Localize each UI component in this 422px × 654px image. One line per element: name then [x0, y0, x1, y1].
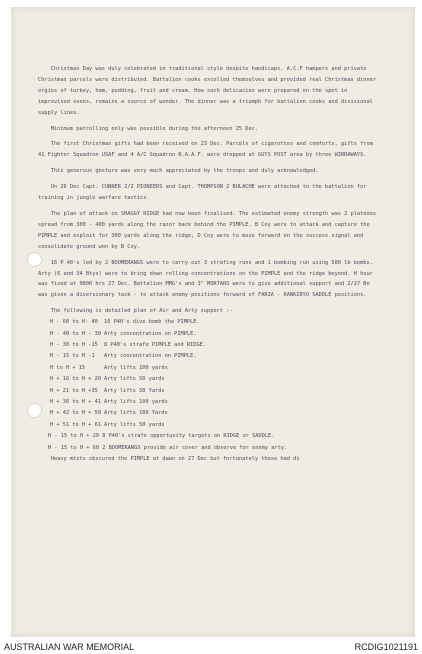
schedule-action: Arty lifts 50 yards — [104, 376, 165, 383]
schedule-time: H + 36 to H + 41 — [50, 398, 102, 405]
schedule-time: H - 40 to H - 30 — [50, 330, 102, 337]
schedule-row — [38, 408, 380, 419]
schedule-action: 16 P40's dive bomb the PIMPLE. — [104, 319, 200, 326]
support-schedule — [38, 317, 380, 454]
schedule-extra-line: H - 15 to H + 60 2 BOOMERANGS provide air cover and observe for enemy arty. — [48, 444, 288, 451]
schedule-action: Arty concentration on PIMPLE. — [104, 330, 197, 337]
schedule-action: 8 P40's strafe PIMPLE and RIDGE. — [104, 341, 207, 348]
paragraph: On 26 Dec Capt. CUNNER 2/2 PIONEERS and Capt. THOMPSON 2 BULACHE were attached to the battalion for training in jungle warfare tactics. — [38, 184, 370, 202]
schedule-row — [38, 329, 380, 340]
paragraph: Christmas Day was duly celebrated in traditional style despite handicaps. A.C.F hampers and private Christmas parcels were distributed. Battalion cooks excelled themselves and provided real Christmas dinner orgies of turkey, ham, pudding, fruit and cream. How such delicacies were prepared on the spot in improvised ovens, remains a source of wonder. The dinner was a triumph for battalion cooks and divisional supply lines. — [38, 66, 380, 116]
schedule-row — [38, 363, 380, 374]
schedule-action: Arty lifts 100 yards — [104, 398, 168, 405]
archive-name: AUSTRALIAN WAR MEMORIAL — [4, 642, 135, 652]
schedule-row — [38, 374, 380, 385]
paragraph-continued: Heavy mists obscured the PIMPLE at dawn on 27 Dec but fortunately these had di — [38, 456, 300, 462]
archive-footer — [0, 640, 422, 654]
record-id: RCDIG1021191 — [354, 642, 418, 652]
paragraph: Minimum patrolling only was possible during the afternoon 25 Dec. — [38, 125, 259, 132]
schedule-time: H - 60 to H- 40 — [50, 319, 98, 326]
schedule-action: Arty lifts 100 yards — [104, 364, 168, 371]
paragraph: 16 P 40's led by 2 BOOMERANGS were to carry out 3 strafing runs and 1 bombing run using 500 lb bombs. Arty (6 and 34 Btys) were to bring down rolling concentrations on the PIMPLE and the ridge beyond. H hour was fixed at 0800 hrs 27 Dec. Battalion MMG's and 3" MORTARS were to give additional support and 2/27 Bn was given a diversionary task - to attack enemy positions forward of FARIA - KANKIRYO SADDLE positions. — [38, 259, 377, 299]
paragraph: The following is detailed plan of Air and Arty support :- — [38, 308, 233, 315]
schedule-time: H - 30 to H -15 — [50, 341, 98, 348]
typed-text — [38, 64, 380, 465]
schedule-time: H + 21 to H +35 — [50, 387, 98, 394]
schedule-row — [38, 340, 380, 351]
schedule-row — [38, 317, 380, 328]
schedule-row — [38, 386, 380, 397]
paragraph: The plan of attack on SHAGGY RIDGE had now been finalised. The estimated enemy strength was 2 platoons spread from 300 - 400 yards along the razor back behind the PIMPLE. B Coy were to attack and capture the PIMPLE and exploit for 300 yards along the ridge, D Coy were to move forward on the success signal and consolidate ground won by B Coy. — [38, 210, 380, 250]
schedule-row — [38, 420, 380, 431]
paragraph: This generous gesture was very much appreciated by the troops and duly acknowledged. — [38, 168, 319, 175]
schedule-action: Arty lifts 50 yards — [104, 421, 165, 428]
schedule-row — [38, 397, 380, 408]
schedule-action: Arty lifts 100 Yards — [104, 410, 168, 417]
schedule-time: H + 51 to H + 61 — [50, 421, 102, 428]
schedule-action: Arty lifts 50 Yards — [104, 387, 165, 394]
schedule-time: H + 42 to H + 50 — [50, 410, 102, 417]
schedule-row — [38, 351, 380, 362]
schedule-time: H + 16 to H + 20 — [50, 376, 102, 383]
schedule-time: H to H + 15 — [50, 364, 86, 371]
schedule-extra-line: H - 15 to H + 20 8 P40's strafe opportunity targets on RIDGE or SADDLE. — [48, 433, 275, 440]
schedule-time: H - 15 to H -1 — [50, 353, 95, 360]
paragraph: The first Christmas gifts had been received on 23 Dec. Parcels of cigarettes and comforts, gifts from 41 Fighter Squadron USAF and 4 A/C Squadron R.A.A.F. were dropped at GUYS POST area by three WIRRAWAYS. — [38, 141, 377, 159]
schedule-action: Arty concentration on PIMPLE. — [104, 353, 197, 360]
